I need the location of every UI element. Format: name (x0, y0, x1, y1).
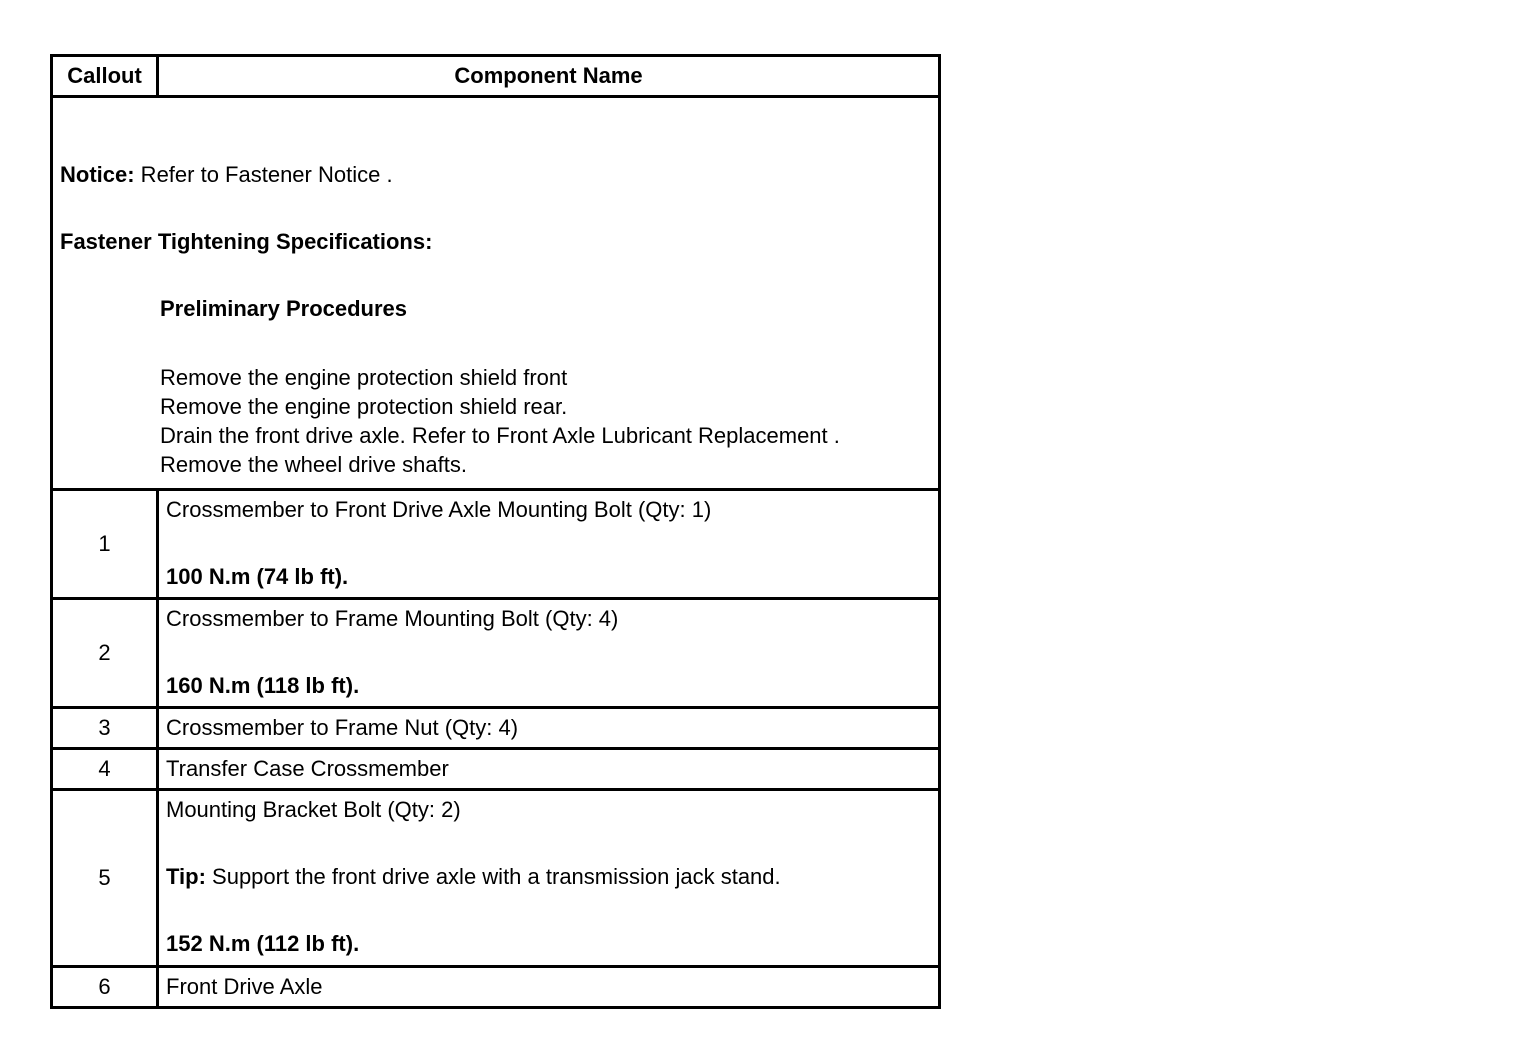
notice (60, 160, 932, 189)
component-cell (158, 790, 940, 967)
component-cell (158, 599, 940, 708)
component-name: Crossmember to Front Drive Axle Mounting Bolt (Qty: 1) (166, 497, 712, 522)
callout-number: 4 (52, 749, 158, 790)
preliminary-step: Remove the engine protection shield front (160, 365, 568, 390)
tip-text: Support the front drive axle with a transmission jack stand. (205, 864, 781, 889)
table-row (52, 708, 940, 749)
table-header-row (52, 56, 940, 97)
table-row (52, 749, 940, 790)
component-cell (158, 967, 940, 1008)
callout-number: 3 (52, 708, 158, 749)
table-row (52, 967, 940, 1008)
component-name: Crossmember to Frame Nut (Qty: 4) (166, 715, 519, 740)
torque-spec: 160 N.m (118 lb ft). (166, 673, 360, 698)
component-table-container (50, 54, 938, 1009)
preliminary-step: Drain the front drive axle. Refer to Front Axle Lubricant Replacement . (160, 423, 840, 448)
table-row (52, 490, 940, 599)
callout-number: 1 (52, 490, 158, 599)
component-table (50, 54, 941, 1009)
table-row (52, 599, 940, 708)
component-cell (158, 708, 940, 749)
component-name: Crossmember to Frame Mounting Bolt (Qty: 4) (166, 606, 619, 631)
component-name: Front Drive Axle (166, 974, 323, 999)
intro-cell (52, 97, 940, 490)
tip-label: Tip: (166, 864, 206, 889)
preliminary-step: Remove the engine protection shield rear. (160, 394, 568, 419)
header-component-name: Component Name (158, 56, 940, 97)
tip (166, 862, 932, 891)
notice-text: Refer to Fastener Notice . (134, 162, 393, 187)
torque-spec: 152 N.m (112 lb ft). (166, 931, 360, 956)
component-name: Mounting Bracket Bolt (Qty: 2) (166, 797, 461, 822)
component-cell (158, 490, 940, 599)
component-cell (158, 749, 940, 790)
header-callout: Callout (52, 56, 158, 97)
preliminary-procedures-title: Preliminary Procedures (160, 296, 408, 321)
preliminary-steps (160, 363, 932, 479)
preliminary-step: Remove the wheel drive shafts. (160, 452, 467, 477)
intro-row (52, 97, 940, 490)
fastener-specs-heading: Fastener Tightening Specifications: (60, 229, 433, 254)
torque-spec: 100 N.m (74 lb ft). (166, 564, 349, 589)
table-row (52, 790, 940, 967)
component-name: Transfer Case Crossmember (166, 756, 449, 781)
notice-label: Notice: (60, 162, 135, 187)
callout-number: 5 (52, 790, 158, 967)
callout-number: 6 (52, 967, 158, 1008)
callout-number: 2 (52, 599, 158, 708)
